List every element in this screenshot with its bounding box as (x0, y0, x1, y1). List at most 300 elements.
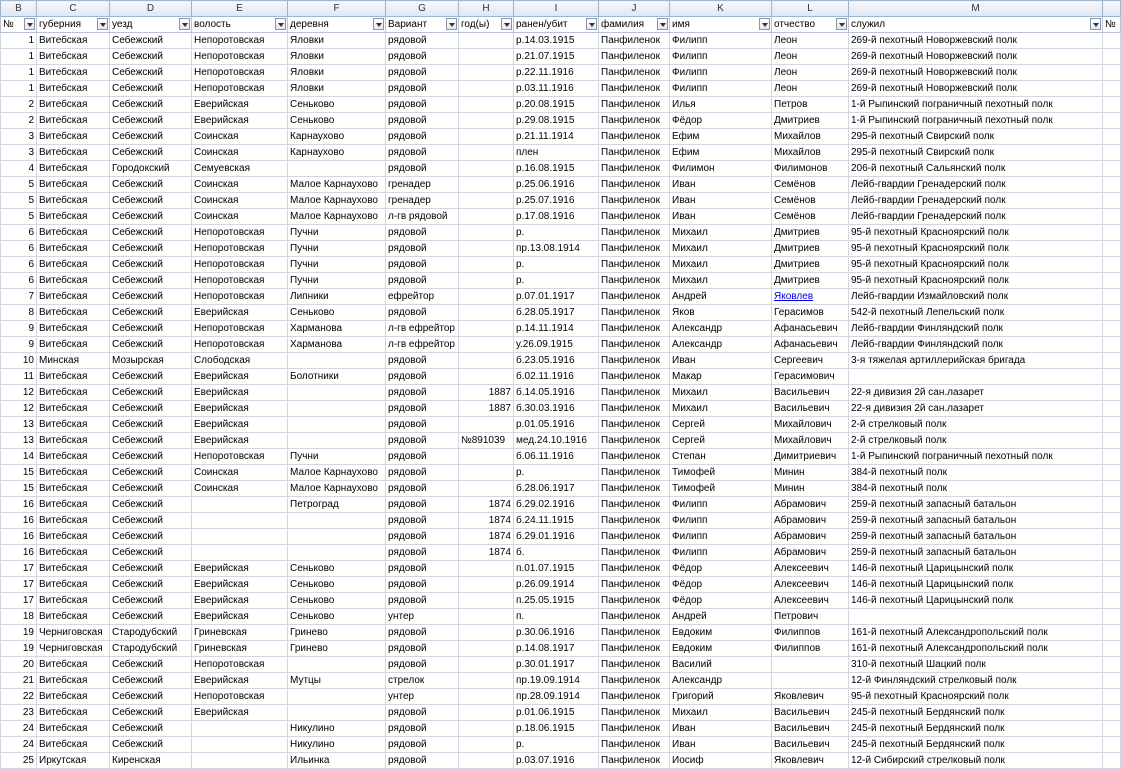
table-cell[interactable]: Петроград (288, 497, 386, 513)
filter-dropdown-icon[interactable] (657, 18, 668, 30)
table-cell[interactable]: Филиппов (772, 641, 849, 657)
filter-dropdown-icon[interactable] (97, 18, 108, 30)
table-cell[interactable]: Витебская (37, 385, 110, 401)
table-cell[interactable]: 146-й пехотный Царицынский полк (849, 561, 1103, 577)
table-cell[interactable] (1103, 225, 1121, 241)
table-cell[interactable]: п.25.05.1915 (514, 593, 599, 609)
table-cell[interactable]: 18 (1, 609, 37, 625)
table-cell[interactable]: р.03.11.1916 (514, 81, 599, 97)
table-cell[interactable]: Карнаухово (288, 129, 386, 145)
table-cell[interactable]: Панфиленок (599, 465, 670, 481)
table-cell[interactable] (1103, 705, 1121, 721)
column-letter-header[interactable]: D (110, 1, 192, 17)
table-cell[interactable]: б.02.11.1916 (514, 369, 599, 385)
table-cell[interactable]: Соинская (192, 177, 288, 193)
table-cell[interactable]: 95-й пехотный Красноярский полк (849, 273, 1103, 289)
table-cell[interactable]: р.30.01.1917 (514, 657, 599, 673)
table-cell[interactable]: Витебская (37, 289, 110, 305)
table-cell[interactable]: Михайлов (772, 129, 849, 145)
table-cell[interactable]: рядовой (386, 401, 459, 417)
table-cell[interactable] (1103, 609, 1121, 625)
table-cell[interactable]: Панфиленок (599, 609, 670, 625)
table-cell[interactable]: Васильевич (772, 737, 849, 753)
table-cell[interactable]: 10 (1, 353, 37, 369)
table-cell[interactable]: 1 (1, 65, 37, 81)
table-cell[interactable]: 384-й пехотный полк (849, 481, 1103, 497)
table-cell[interactable]: 24 (1, 721, 37, 737)
table-cell[interactable] (1103, 81, 1121, 97)
table-cell[interactable]: Себежский (110, 385, 192, 401)
table-cell[interactable]: Васильевич (772, 385, 849, 401)
table-cell[interactable]: Яковлевич (772, 753, 849, 769)
table-cell[interactable]: Соинская (192, 129, 288, 145)
table-cell[interactable]: рядовой (386, 81, 459, 97)
table-cell[interactable]: б.06.11.1916 (514, 449, 599, 465)
table-cell[interactable]: рядовой (386, 257, 459, 273)
table-cell[interactable]: Себежский (110, 545, 192, 561)
table-cell[interactable]: Панфиленок (599, 529, 670, 545)
table-cell[interactable]: Тимофей (670, 465, 772, 481)
filter-dropdown-icon[interactable] (179, 18, 190, 30)
table-cell[interactable]: рядовой (386, 513, 459, 529)
table-cell[interactable] (459, 49, 514, 65)
table-cell[interactable] (1103, 577, 1121, 593)
table-cell[interactable] (459, 81, 514, 97)
table-cell[interactable]: Еверийская (192, 401, 288, 417)
table-cell[interactable]: Панфиленок (599, 625, 670, 641)
table-cell[interactable]: р.03.07.1916 (514, 753, 599, 769)
table-cell[interactable]: Себежский (110, 529, 192, 545)
table-cell[interactable]: 6 (1, 273, 37, 289)
table-cell[interactable]: пр.19.09.1914 (514, 673, 599, 689)
table-cell[interactable]: Филипп (670, 545, 772, 561)
table-cell[interactable]: 12 (1, 401, 37, 417)
table-cell[interactable]: Дмитриев (772, 241, 849, 257)
table-cell[interactable]: Себежский (110, 289, 192, 305)
table-cell[interactable]: Михаил (670, 401, 772, 417)
column-letter-header[interactable]: I (514, 1, 599, 17)
table-cell[interactable]: рядовой (386, 145, 459, 161)
table-cell[interactable]: Панфиленок (599, 113, 670, 129)
column-letter-header[interactable]: B (1, 1, 37, 17)
filter-dropdown-icon[interactable] (759, 18, 770, 30)
table-cell[interactable]: Леон (772, 65, 849, 81)
table-cell[interactable]: 12-й Сибирский стрелковый полк (849, 753, 1103, 769)
table-cell[interactable]: рядовой (386, 545, 459, 561)
table-cell[interactable]: Витебская (37, 49, 110, 65)
table-cell[interactable]: Соинская (192, 145, 288, 161)
table-cell[interactable] (1103, 625, 1121, 641)
table-cell[interactable]: Лейб-гвардии Измайловский полк (849, 289, 1103, 305)
table-cell[interactable]: Васильевич (772, 721, 849, 737)
table-cell[interactable] (1103, 593, 1121, 609)
table-cell[interactable]: Малое Карнаухово (288, 177, 386, 193)
table-cell[interactable]: 542-й пехотный Лепельский полк (849, 305, 1103, 321)
table-cell[interactable]: №891039 (459, 433, 514, 449)
table-cell[interactable]: 1 (1, 33, 37, 49)
table-cell[interactable] (192, 497, 288, 513)
table-cell[interactable]: Липники (288, 289, 386, 305)
table-cell[interactable]: Витебская (37, 497, 110, 513)
table-cell[interactable]: Филимонов (772, 161, 849, 177)
table-cell[interactable]: Сеньково (288, 561, 386, 577)
table-cell[interactable]: Пучни (288, 449, 386, 465)
table-cell[interactable] (1103, 657, 1121, 673)
filter-dropdown-icon[interactable] (24, 18, 35, 30)
table-cell[interactable]: р.01.06.1915 (514, 705, 599, 721)
table-cell[interactable]: 1874 (459, 513, 514, 529)
table-cell[interactable]: Непоротовская (192, 689, 288, 705)
table-cell[interactable]: 4 (1, 161, 37, 177)
table-cell[interactable]: Панфиленок (599, 433, 670, 449)
table-cell[interactable]: Михайлов (772, 145, 849, 161)
table-cell[interactable] (1103, 161, 1121, 177)
table-cell[interactable]: рядовой (386, 369, 459, 385)
table-cell[interactable]: Петрович (772, 609, 849, 625)
table-cell[interactable]: Панфиленок (599, 497, 670, 513)
table-cell[interactable]: Панфиленок (599, 753, 670, 769)
table-cell[interactable]: Мозырская (110, 353, 192, 369)
table-cell[interactable]: Малое Карнаухово (288, 465, 386, 481)
filter-dropdown-icon[interactable] (836, 18, 847, 30)
table-cell[interactable]: Панфиленок (599, 241, 670, 257)
table-cell[interactable] (1103, 337, 1121, 353)
table-cell[interactable]: 1 (1, 49, 37, 65)
table-cell[interactable]: Панфиленок (599, 689, 670, 705)
table-cell[interactable]: 295-й пехотный Свирский полк (849, 129, 1103, 145)
table-cell[interactable]: Витебская (37, 561, 110, 577)
table-cell[interactable]: р. (514, 737, 599, 753)
table-cell[interactable]: Александр (670, 321, 772, 337)
table-cell[interactable]: Панфиленок (599, 449, 670, 465)
table-cell[interactable]: 2-й стрелковый полк (849, 433, 1103, 449)
table-cell[interactable]: р.14.03.1915 (514, 33, 599, 49)
table-cell[interactable]: Панфиленок (599, 705, 670, 721)
column-letter-header[interactable]: M (849, 1, 1103, 17)
table-cell[interactable]: 19 (1, 625, 37, 641)
table-cell[interactable]: рядовой (386, 225, 459, 241)
table-cell[interactable]: Пучни (288, 241, 386, 257)
table-cell[interactable]: Витебская (37, 337, 110, 353)
table-cell[interactable] (1103, 321, 1121, 337)
table-cell[interactable]: Еверийская (192, 113, 288, 129)
table-cell[interactable] (1103, 673, 1121, 689)
table-cell[interactable]: р.17.08.1916 (514, 209, 599, 225)
table-cell[interactable] (459, 657, 514, 673)
table-cell[interactable]: 12-й Финляндский стрелковый полк (849, 673, 1103, 689)
table-cell[interactable]: Себежский (110, 225, 192, 241)
table-cell[interactable] (772, 657, 849, 673)
table-cell[interactable] (288, 529, 386, 545)
table-cell[interactable]: Еверийская (192, 705, 288, 721)
table-cell[interactable]: рядовой (386, 353, 459, 369)
table-cell[interactable]: Абрамович (772, 497, 849, 513)
table-cell[interactable]: Панфиленок (599, 225, 670, 241)
table-cell[interactable]: 19 (1, 641, 37, 657)
table-cell[interactable]: гренадер (386, 177, 459, 193)
table-cell[interactable]: Витебская (37, 657, 110, 673)
table-cell[interactable]: Витебская (37, 577, 110, 593)
table-cell[interactable]: Евдоким (670, 641, 772, 657)
table-cell[interactable]: Себежский (110, 81, 192, 97)
table-cell[interactable]: Болотники (288, 369, 386, 385)
table-cell[interactable] (1103, 177, 1121, 193)
table-cell[interactable]: 9 (1, 337, 37, 353)
column-letter-header[interactable]: L (772, 1, 849, 17)
table-cell[interactable]: Иван (670, 721, 772, 737)
table-cell[interactable] (1103, 561, 1121, 577)
table-cell[interactable] (1103, 481, 1121, 497)
table-cell[interactable]: Сеньково (288, 113, 386, 129)
table-cell[interactable]: Дмитриев (772, 225, 849, 241)
table-cell[interactable]: 161-й пехотный Александропольский полк (849, 625, 1103, 641)
table-cell[interactable]: рядовой (386, 65, 459, 81)
table-cell[interactable]: унтер (386, 609, 459, 625)
table-cell[interactable]: рядовой (386, 49, 459, 65)
table-cell[interactable]: 1874 (459, 529, 514, 545)
table-cell[interactable]: р. (514, 273, 599, 289)
table-cell[interactable]: Филипп (670, 513, 772, 529)
table-cell[interactable]: Тимофей (670, 481, 772, 497)
table-cell[interactable]: 1874 (459, 545, 514, 561)
table-cell[interactable]: Панфиленок (599, 481, 670, 497)
table-cell[interactable]: Себежский (110, 337, 192, 353)
table-cell[interactable] (1103, 721, 1121, 737)
table-cell[interactable] (849, 369, 1103, 385)
table-cell[interactable]: Ефим (670, 129, 772, 145)
table-cell[interactable]: 269-й пехотный Новоржевский полк (849, 65, 1103, 81)
table-cell[interactable] (459, 561, 514, 577)
table-cell[interactable] (1103, 385, 1121, 401)
table-cell[interactable]: Алексеевич (772, 561, 849, 577)
table-cell[interactable]: Непоротовская (192, 449, 288, 465)
table-cell[interactable]: Панфиленок (599, 289, 670, 305)
table-cell[interactable]: Себежский (110, 113, 192, 129)
table-cell[interactable]: б.14.05.1916 (514, 385, 599, 401)
table-cell[interactable]: р. (514, 465, 599, 481)
table-cell[interactable]: р.29.08.1915 (514, 113, 599, 129)
table-cell[interactable]: Витебская (37, 529, 110, 545)
table-cell[interactable]: Василий (670, 657, 772, 673)
table-cell[interactable]: 2-й стрелковый полк (849, 417, 1103, 433)
table-cell[interactable]: Панфиленок (599, 401, 670, 417)
table-cell[interactable] (459, 113, 514, 129)
table-cell[interactable] (459, 273, 514, 289)
table-cell[interactable]: Витебская (37, 305, 110, 321)
table-cell[interactable]: Гринево (288, 625, 386, 641)
table-cell[interactable]: Димитриевич (772, 449, 849, 465)
column-letter-header[interactable]: E (192, 1, 288, 17)
table-cell[interactable]: Сергей (670, 433, 772, 449)
table-cell[interactable]: Афанасьевич (772, 321, 849, 337)
table-cell[interactable]: Андрей (670, 609, 772, 625)
table-cell[interactable]: 9 (1, 321, 37, 337)
column-letter-header[interactable]: F (288, 1, 386, 17)
table-cell[interactable]: Еверийская (192, 577, 288, 593)
table-cell[interactable]: Илья (670, 97, 772, 113)
table-cell[interactable]: 22-я дивизия 2й сан.лазарет (849, 401, 1103, 417)
table-cell[interactable] (192, 737, 288, 753)
table-cell[interactable]: Еверийская (192, 609, 288, 625)
table-cell[interactable]: Еверийская (192, 417, 288, 433)
table-cell[interactable]: р.30.06.1916 (514, 625, 599, 641)
table-cell[interactable]: Непоротовская (192, 321, 288, 337)
table-cell[interactable]: Ефим (670, 145, 772, 161)
column-letter-header[interactable]: C (37, 1, 110, 17)
table-cell[interactable]: Панфиленок (599, 209, 670, 225)
table-cell[interactable]: Евдоким (670, 625, 772, 641)
table-cell[interactable]: Витебская (37, 113, 110, 129)
table-cell[interactable]: рядовой (386, 753, 459, 769)
table-cell[interactable]: Семуевская (192, 161, 288, 177)
table-cell[interactable]: Витебская (37, 81, 110, 97)
table-cell[interactable]: Леон (772, 49, 849, 65)
table-cell[interactable]: рядовой (386, 465, 459, 481)
table-cell[interactable]: Еверийская (192, 673, 288, 689)
table-cell[interactable]: Панфиленок (599, 161, 670, 177)
table-cell[interactable]: Витебская (37, 545, 110, 561)
table-cell[interactable]: р.20.08.1915 (514, 97, 599, 113)
table-cell[interactable]: Иван (670, 737, 772, 753)
table-cell[interactable] (288, 417, 386, 433)
table-cell[interactable]: 1 (1, 81, 37, 97)
table-cell[interactable] (192, 721, 288, 737)
table-cell[interactable]: рядовой (386, 625, 459, 641)
table-cell[interactable] (1103, 145, 1121, 161)
table-cell[interactable]: 5 (1, 209, 37, 225)
table-cell[interactable] (459, 481, 514, 497)
table-cell[interactable] (1103, 369, 1121, 385)
table-cell[interactable]: Сеньково (288, 593, 386, 609)
table-cell[interactable]: Михаил (670, 273, 772, 289)
table-cell[interactable]: Алексеевич (772, 593, 849, 609)
table-cell[interactable]: 16 (1, 497, 37, 513)
table-cell[interactable]: Иосиф (670, 753, 772, 769)
table-cell[interactable] (1103, 465, 1121, 481)
table-cell[interactable]: Фёдор (670, 561, 772, 577)
table-cell[interactable]: Витебская (37, 193, 110, 209)
table-cell[interactable]: р.07.01.1917 (514, 289, 599, 305)
table-cell[interactable]: Никулино (288, 737, 386, 753)
table-cell[interactable]: Яловки (288, 33, 386, 49)
table-cell[interactable]: б.23.05.1916 (514, 353, 599, 369)
table-cell[interactable] (1103, 545, 1121, 561)
table-cell[interactable]: Себежский (110, 33, 192, 49)
table-cell[interactable]: Панфиленок (599, 657, 670, 673)
table-cell[interactable]: Панфиленок (599, 561, 670, 577)
table-cell[interactable]: 146-й пехотный Царицынский полк (849, 593, 1103, 609)
table-cell[interactable]: Себежский (110, 609, 192, 625)
table-cell[interactable]: Дмитриев (772, 273, 849, 289)
table-cell[interactable]: Сеньково (288, 305, 386, 321)
table-cell[interactable]: 161-й пехотный Александропольский полк (849, 641, 1103, 657)
table-cell[interactable]: Непоротовская (192, 65, 288, 81)
table-cell[interactable]: р.16.08.1915 (514, 161, 599, 177)
table-cell[interactable]: Лейб-гвардии Финляндский полк (849, 337, 1103, 353)
table-cell[interactable]: Михаил (670, 385, 772, 401)
table-cell[interactable]: Карнаухово (288, 145, 386, 161)
table-cell[interactable]: Себежский (110, 561, 192, 577)
table-cell[interactable]: Сеньково (288, 97, 386, 113)
table-cell[interactable]: Себежский (110, 129, 192, 145)
table-cell[interactable] (1103, 129, 1121, 145)
table-cell[interactable]: Себежский (110, 657, 192, 673)
table-cell[interactable]: Иван (670, 177, 772, 193)
table-cell[interactable] (1103, 193, 1121, 209)
table-cell[interactable]: Себежский (110, 433, 192, 449)
table-cell[interactable]: Панфиленок (599, 545, 670, 561)
table-cell[interactable]: Абрамович (772, 545, 849, 561)
table-cell[interactable]: Еверийская (192, 561, 288, 577)
table-cell[interactable]: 269-й пехотный Новоржевский полк (849, 49, 1103, 65)
table-cell[interactable]: Витебская (37, 721, 110, 737)
table-cell[interactable]: Макар (670, 369, 772, 385)
filter-dropdown-icon[interactable] (275, 18, 286, 30)
table-cell[interactable]: Малое Карнаухово (288, 481, 386, 497)
table-cell[interactable] (1103, 433, 1121, 449)
table-cell[interactable]: Фёдор (670, 593, 772, 609)
table-cell[interactable]: Филиппов (772, 625, 849, 641)
table-cell[interactable]: р.22.11.1916 (514, 65, 599, 81)
table-cell[interactable]: Панфиленок (599, 337, 670, 353)
table-cell[interactable]: Филипп (670, 81, 772, 97)
table-cell[interactable]: р.18.06.1915 (514, 721, 599, 737)
table-cell[interactable]: Себежский (110, 449, 192, 465)
table-cell[interactable] (459, 369, 514, 385)
table-cell[interactable]: Еверийская (192, 385, 288, 401)
table-cell[interactable]: Себежский (110, 481, 192, 497)
table-cell[interactable]: Михайлович (772, 433, 849, 449)
column-letter-header[interactable]: J (599, 1, 670, 17)
table-cell[interactable] (459, 641, 514, 657)
table-cell[interactable]: Афанасьевич (772, 337, 849, 353)
table-cell[interactable] (1103, 417, 1121, 433)
table-cell[interactable]: 1-й Рыпинский пограничный пехотный полк (849, 97, 1103, 113)
table-cell[interactable]: Семёнов (772, 209, 849, 225)
table-cell[interactable]: Витебская (37, 465, 110, 481)
table-cell[interactable]: Филипп (670, 33, 772, 49)
table-cell[interactable]: пр.28.09.1914 (514, 689, 599, 705)
table-cell[interactable]: Васильевич (772, 705, 849, 721)
table-cell[interactable]: Непоротовская (192, 289, 288, 305)
table-cell[interactable]: л-гв ефрейтор (386, 321, 459, 337)
table-cell[interactable]: рядовой (386, 705, 459, 721)
table-cell[interactable]: Петров (772, 97, 849, 113)
table-cell[interactable] (1103, 97, 1121, 113)
table-cell[interactable]: 20 (1, 657, 37, 673)
table-cell[interactable]: Панфиленок (599, 97, 670, 113)
table-cell[interactable] (459, 593, 514, 609)
table-cell[interactable]: Филипп (670, 497, 772, 513)
table-cell[interactable]: Себежский (110, 177, 192, 193)
table-cell[interactable]: Витебская (37, 145, 110, 161)
table-cell[interactable] (459, 609, 514, 625)
table-cell[interactable]: Лейб-гвардии Финляндский полк (849, 321, 1103, 337)
table-cell[interactable]: 1-й Рыпинский пограничный пехотный полк (849, 113, 1103, 129)
table-cell[interactable]: 25 (1, 753, 37, 769)
table-cell[interactable]: р.14.11.1914 (514, 321, 599, 337)
table-cell[interactable]: Иван (670, 353, 772, 369)
table-cell[interactable]: Соинская (192, 193, 288, 209)
table-cell[interactable]: Михаил (670, 257, 772, 273)
table-cell[interactable]: Себежский (110, 673, 192, 689)
table-cell[interactable]: Непоротовская (192, 49, 288, 65)
table-cell[interactable]: Харманова (288, 321, 386, 337)
table-cell[interactable] (1103, 753, 1121, 769)
table-cell[interactable]: Мутцы (288, 673, 386, 689)
table-cell[interactable] (1103, 513, 1121, 529)
table-cell[interactable]: Степан (670, 449, 772, 465)
